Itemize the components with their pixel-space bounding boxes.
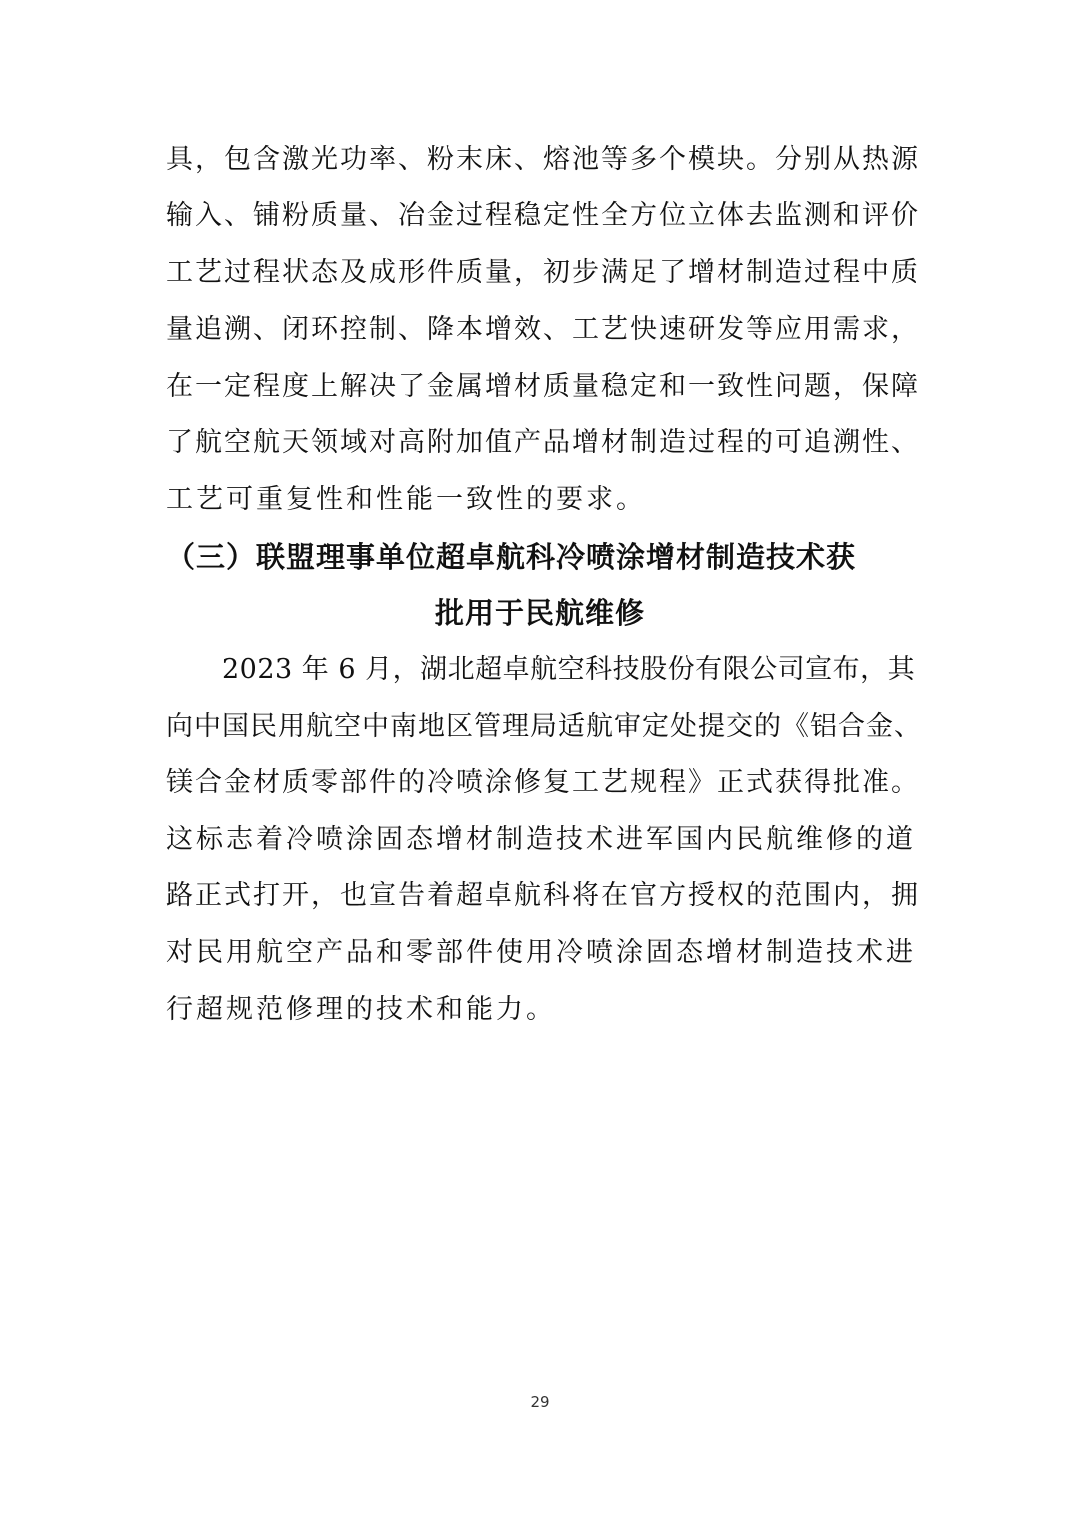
paragraph-line: 镁合金材质零部件的冷喷涂修复工艺规程》正式获得批准。 xyxy=(166,767,920,798)
page-number: 29 xyxy=(530,1393,550,1411)
paragraph-line: 输入、铺粉质量、冶金过程稳定性全方位立体去监测和评价 xyxy=(166,200,920,231)
paragraph-line: 向中国民用航空中南地区管理局适航审定处提交的《铝合金、 xyxy=(166,711,922,742)
paragraph-line: 在一定程度上解决了金属增材质量稳定和一致性问题，保障 xyxy=(166,371,920,402)
paragraph-line: 路正式打开，也宣告着超卓航科将在官方授权的范围内，拥 xyxy=(166,880,920,911)
paragraph-line: 具，包含激光功率、粉末床、熔池等多个模块。分别从热源 xyxy=(166,144,920,175)
paragraph-line: 量追溯、闭环控制、降本增效、工艺快速研发等应用需求， xyxy=(166,314,920,345)
paragraph-line: 了航空航天领域对高附加值产品增材制造过程的可追溯性、 xyxy=(166,427,920,458)
paragraph-line: 这标志着冷喷涂固态增材制造技术进军国内民航维修的道 xyxy=(166,824,916,855)
section-heading-line-2: 批用于民航维修 xyxy=(434,596,645,630)
paragraph-line: 对民用航空产品和零部件使用冷喷涂固态增材制造技术进 xyxy=(166,937,916,968)
paragraph-line: 工艺可重复性和性能一致性的要求。 xyxy=(166,484,646,515)
paragraph-line: 2023 年 6 月，湖北超卓航空科技股份有限公司宣布，其 xyxy=(222,654,916,685)
paragraph-line: 工艺过程状态及成形件质量，初步满足了增材制造过程中质 xyxy=(166,257,920,288)
paragraph-line: 行超规范修理的技术和能力。 xyxy=(166,994,556,1025)
section-heading-line-1: （三）联盟理事单位超卓航科冷喷涂增材制造技术获 xyxy=(166,540,857,574)
